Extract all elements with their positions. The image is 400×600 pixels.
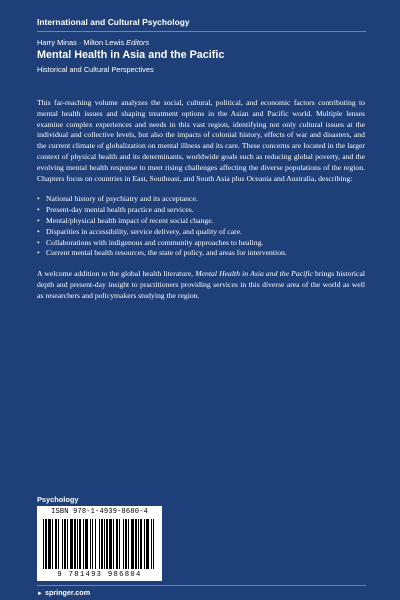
bottom-divider	[37, 585, 366, 586]
closing-text-start: A welcome addition to the global health literature,	[37, 269, 196, 279]
topic-item: • Current mental health resources, the state of policy, and areas for intervention.	[37, 248, 365, 259]
topic-item: • Collaborations with indigenous and community approaches to healing.	[37, 238, 365, 249]
topic-list	[37, 194, 365, 259]
barcode-bar	[77, 519, 78, 569]
barcode-bar	[83, 519, 84, 569]
barcode-bar	[52, 519, 53, 569]
top-divider	[37, 31, 366, 32]
barcode-bar	[138, 519, 139, 569]
barcode-bar	[113, 519, 114, 569]
barcode-bar	[85, 519, 88, 569]
barcode-bar	[119, 519, 120, 569]
barcode-bar	[90, 519, 91, 569]
barcode-bar	[125, 519, 127, 569]
barcode-bar	[153, 519, 154, 569]
barcode-bar	[104, 519, 105, 569]
barcode-bar	[144, 519, 145, 569]
barcode-bar	[140, 519, 142, 569]
editors-label: Editors	[126, 38, 150, 47]
description-paragraph: This far-reaching volume analyzes the social, cultural, political, and economic factors contributing to mental health issues and shaping treatment options in the Asian and Pacific world. Multiple lenses examine complex experiences and needs in this vast region, identifying not only cultural issues at the individual and collective levels, but also the impacts of colonial history, effects of war and disasters, and the current climate of globalization on mental illness and its care. These concerns are located in the larger context of physical health and its determinants, worldwide goals such as reducing global poverty, and the evolving mental health response to meet rising challenges affecting the diverse populations of the region. Chapters focus on countries in East, Southeast, and South Asia plus Oceania and Australia, describing:	[37, 98, 365, 183]
isbn-barcode	[37, 506, 162, 581]
editor-names: Harry Minas · Milton Lewis	[37, 38, 125, 47]
barcode-bar	[146, 519, 149, 569]
barcode-digits: 9 781493 986804	[57, 571, 142, 579]
book-subtitle: Historical and Cultural Perspectives	[37, 65, 154, 74]
topic-item: • National history of psychiatry and its acceptance.	[37, 194, 365, 205]
barcode-bar	[64, 519, 66, 569]
barcode-bar	[135, 519, 137, 569]
book-title: Mental Health in Asia and the Pacific	[37, 49, 225, 61]
publisher-url	[37, 588, 90, 597]
topic-item: • Mental/physical health impact of recent social change.	[37, 216, 365, 227]
topic-item: • Disparities in accessibility, service delivery, and quality of care.	[37, 227, 365, 238]
closing-paragraph	[37, 269, 365, 301]
barcode-bar	[79, 519, 81, 569]
barcode-bar	[109, 519, 112, 569]
barcode-bar	[48, 519, 51, 569]
barcode-bar	[131, 519, 134, 569]
barcode-bar	[55, 519, 57, 569]
barcode-bar	[95, 519, 96, 569]
barcode-bar	[101, 519, 103, 569]
subject-category: Psychology	[37, 495, 79, 504]
barcode-bar	[70, 519, 73, 569]
publisher-text: springer.com	[44, 588, 91, 597]
barcode-graphic	[43, 519, 156, 569]
barcode-bar	[99, 519, 100, 569]
barcode-bar	[151, 519, 152, 569]
barcode-bar	[67, 519, 68, 569]
closing-title-italic: Mental Health in Asia and the Pacific	[195, 269, 313, 279]
series-title: International and Cultural Psychology	[37, 17, 190, 27]
barcode-bar	[62, 519, 63, 569]
closing-text-end: brings historical depth and present-day insight to practitioners providing services in this diverse area of the world as well as researchers and policymakers studying the region.	[37, 269, 366, 300]
editors-line	[37, 38, 149, 47]
barcode-bar	[116, 519, 118, 569]
description-block	[37, 98, 365, 302]
barcode-bar	[123, 519, 124, 569]
barcode-bar	[58, 519, 59, 569]
barcode-bar	[128, 519, 129, 569]
springer-arrow-icon: ►	[37, 591, 43, 597]
barcode-bar	[92, 519, 93, 569]
isbn-text: ISBN 978-1-4939-8680-4	[51, 508, 148, 516]
barcode-bar	[106, 519, 108, 569]
barcode-bar	[43, 519, 44, 569]
barcode-bar	[74, 519, 76, 569]
barcode-bar	[45, 519, 47, 569]
topic-item: • Present-day mental health practice and services.	[37, 205, 365, 216]
